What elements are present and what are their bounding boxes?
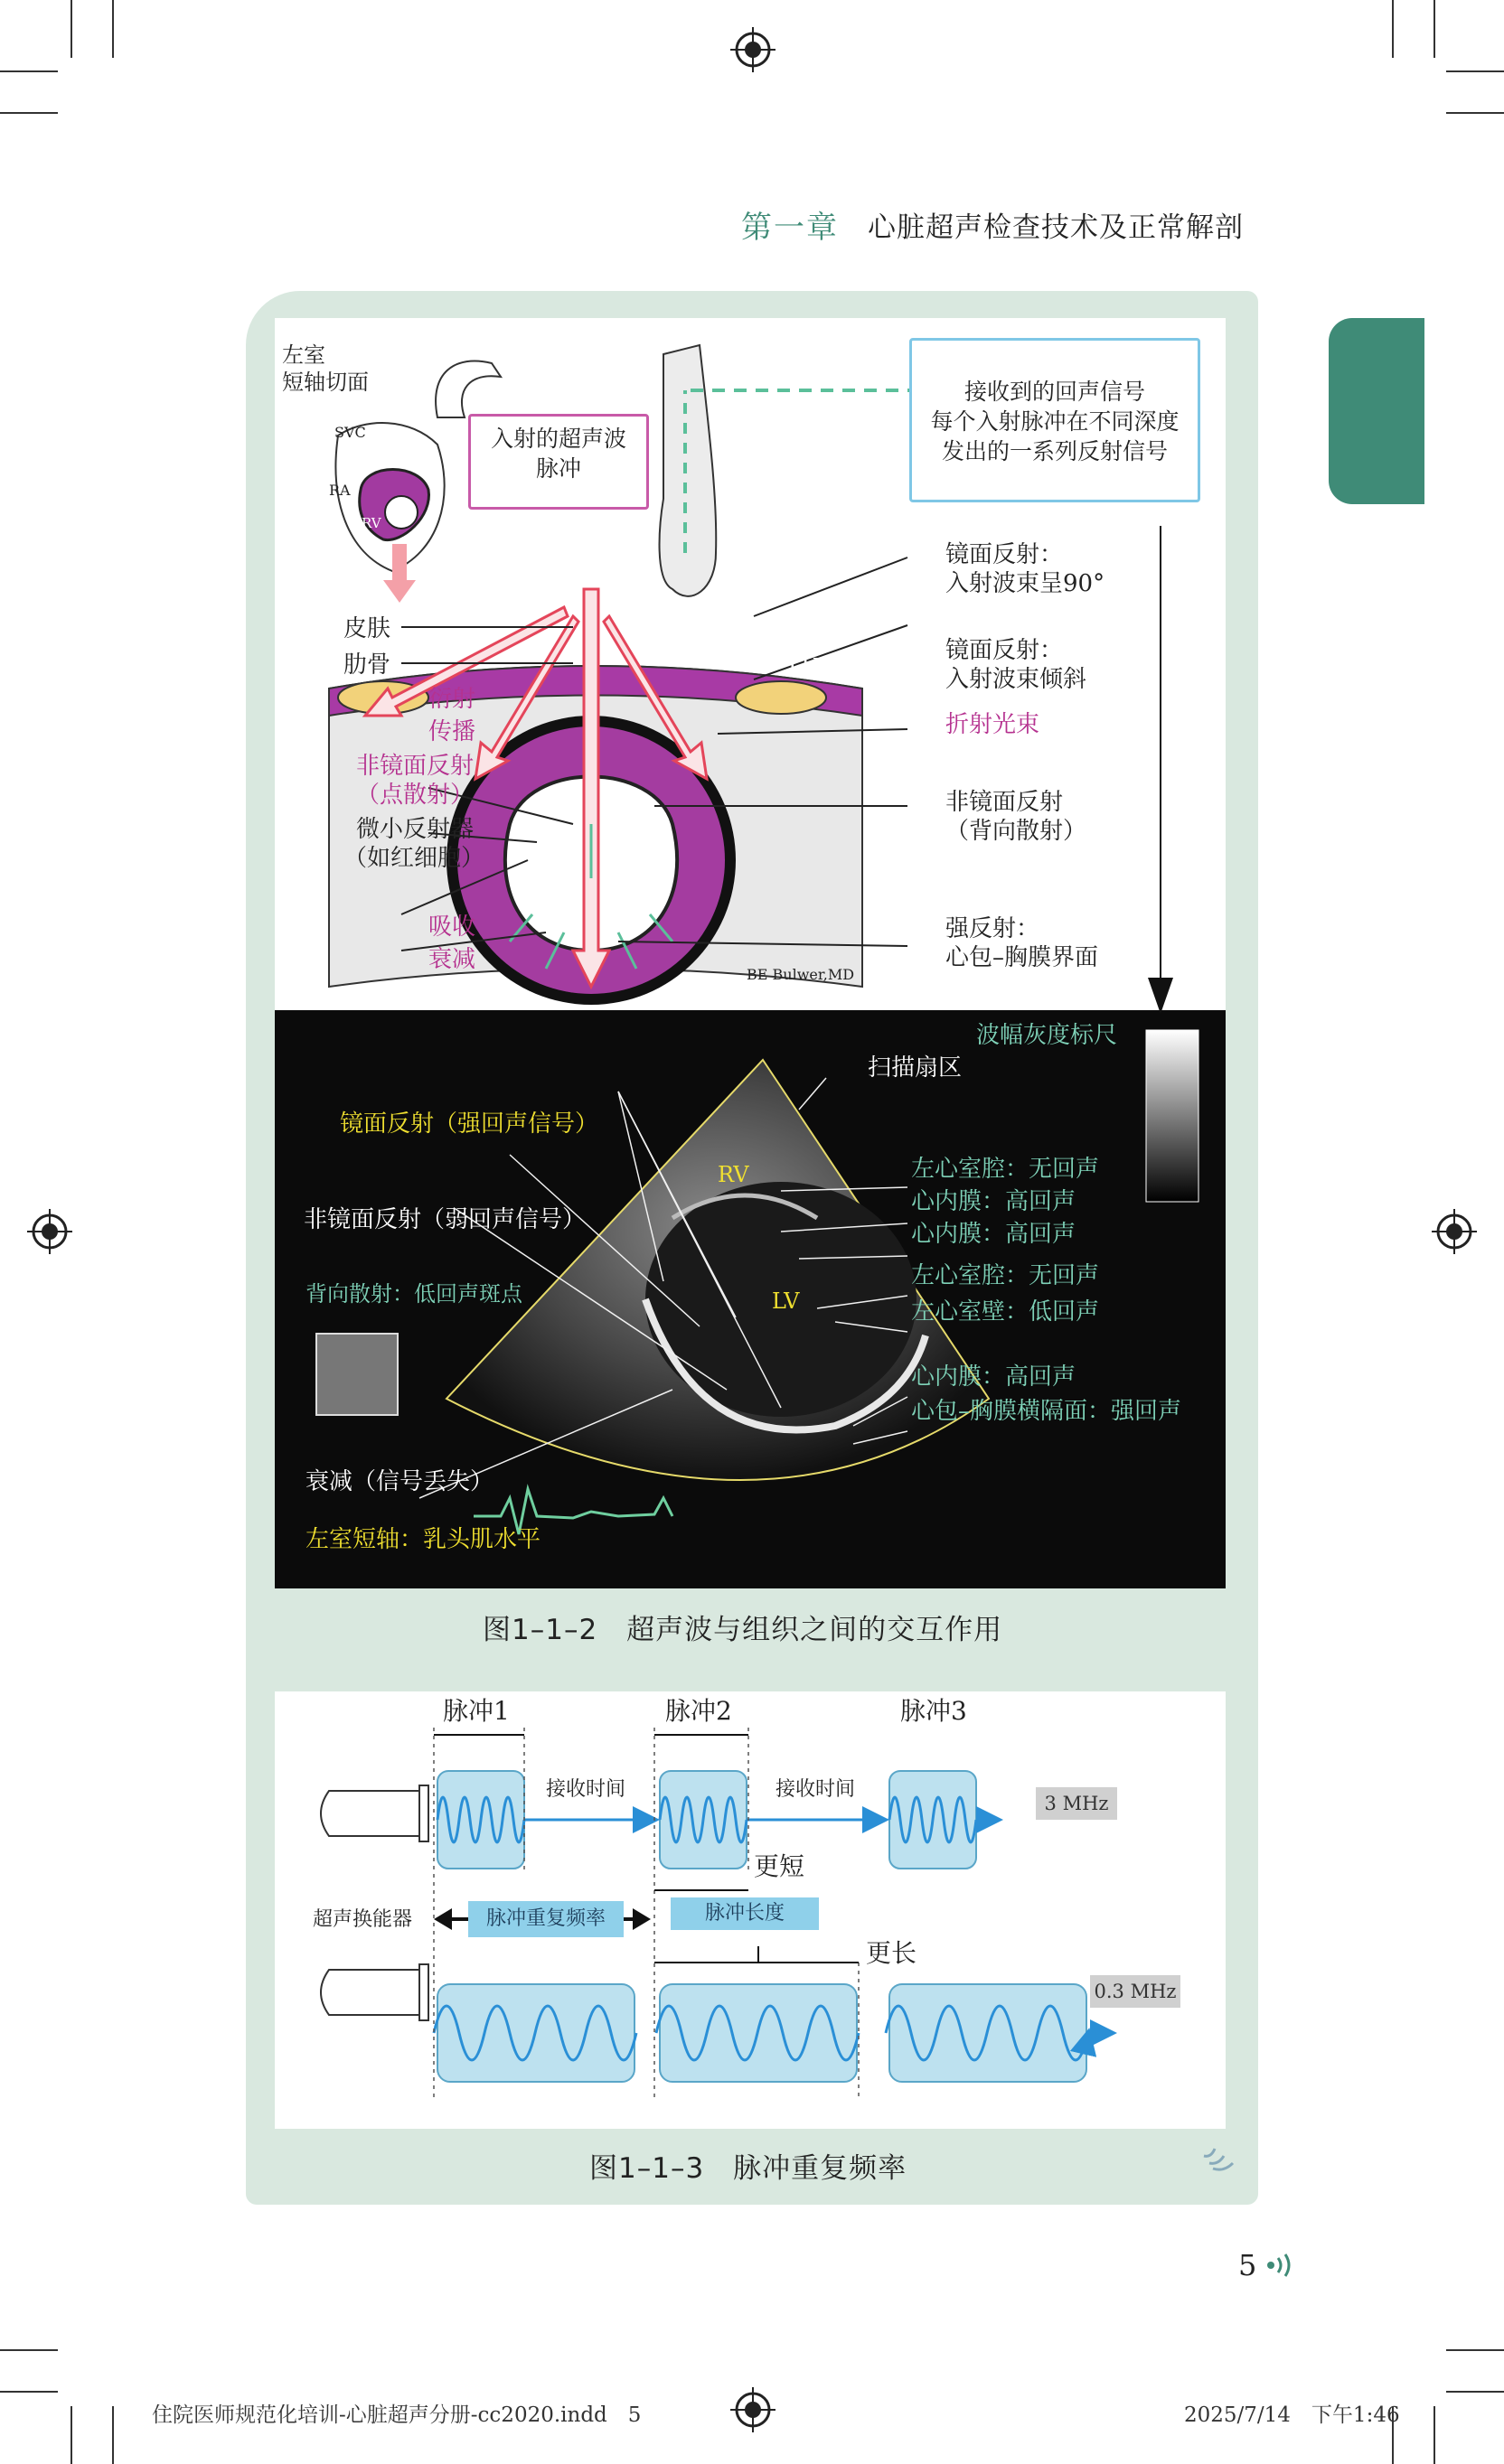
label-propagation: 传播 xyxy=(428,718,476,745)
crop-mark xyxy=(0,112,58,114)
backscatter-sample xyxy=(316,1334,398,1415)
crop-mark xyxy=(1434,2406,1435,2464)
rv-label: RV xyxy=(718,1162,749,1187)
label-attenuation: 衰减 xyxy=(428,946,476,973)
grayscale-label: 波幅灰度标尺 xyxy=(976,1022,1118,1049)
echo-right-label-7: 心包–胸膜横隔面：强回声 xyxy=(911,1398,1182,1425)
freq-high-badge: 3 MHz xyxy=(1036,1787,1117,1820)
label-refraction: 折射光束 xyxy=(945,711,1040,738)
inset-rv-label: RV xyxy=(362,515,381,531)
label-diffraction: 衍射 xyxy=(428,686,476,713)
inset-lv-label: LV xyxy=(390,510,409,526)
transducer-top-icon xyxy=(321,1791,419,1836)
label-skin: 皮肤 xyxy=(343,615,391,642)
registration-mark-right xyxy=(1432,1209,1477,1254)
page-number: 5 xyxy=(1238,2248,1257,2282)
footer-file-name: 住院医师规范化培训-心脏超声分册-cc2020.indd 5 xyxy=(152,2403,642,2427)
echo-right-label-6: 心内膜：高回声 xyxy=(911,1363,1076,1391)
label-micro-reflector: 微小反射器 xyxy=(356,816,475,843)
prf-label-box: 脉冲重复频率 xyxy=(468,1901,624,1937)
pulse1-label: 脉冲1 xyxy=(443,1696,510,1726)
specular-strong-label: 镜面反射（强回声信号） xyxy=(340,1110,599,1138)
figure1-caption: 图1–1–2 超声波与组织之间的交互作用 xyxy=(483,1614,1003,1646)
echo-right-label-3: 心内膜：高回声 xyxy=(911,1221,1076,1248)
label-rib: 肋骨 xyxy=(343,651,391,679)
freq-low-badge: 0.3 MHz xyxy=(1090,1975,1180,2008)
crop-mark xyxy=(1446,2349,1504,2351)
transducer-bottom-icon xyxy=(321,1970,419,2015)
attenuation-loss-label: 衰减（信号丢失） xyxy=(306,1468,494,1495)
inset-title-line1: 左室 xyxy=(282,342,325,368)
inset-svc-label: SVC xyxy=(334,424,366,441)
crop-mark xyxy=(1392,0,1394,58)
label-backscatter-a: 非镜面反射 xyxy=(945,789,1064,816)
footer-date: 2025/7/14 下午1:46 xyxy=(1184,2403,1400,2427)
crop-mark xyxy=(70,2406,72,2464)
receive-time-label-1: 接收时间 xyxy=(546,1778,626,1801)
transducer-probe xyxy=(660,345,717,596)
crop-mark xyxy=(1446,2391,1504,2393)
view-name-label: 左室短轴：乳头肌水平 xyxy=(306,1526,541,1553)
illustration-credit: BE Bulwer,MD xyxy=(747,966,855,983)
pulse3-label: 脉冲3 xyxy=(900,1696,967,1726)
registration-mark-top xyxy=(730,27,776,72)
echo-right-label-1: 左心室腔：无回声 xyxy=(911,1156,1100,1183)
sound-wave-icon xyxy=(1197,2136,1240,2179)
chapter-title: 心脏超声检查技术及正常解剖 xyxy=(868,211,1244,244)
page-sound-icon xyxy=(1265,2252,1296,2279)
figure2-caption: 图1–1–3 脉冲重复频率 xyxy=(589,2152,907,2185)
pulse-length-label-box: 脉冲长度 xyxy=(671,1897,819,1930)
chapter-side-tab xyxy=(1329,318,1424,504)
label-specular-90-b: 入射波束呈90° xyxy=(945,570,1105,597)
label-rbc: （如红细胞） xyxy=(343,845,485,872)
label-strong-b: 心包–胸膜界面 xyxy=(945,944,1099,971)
lv-label: LV xyxy=(772,1288,800,1314)
registration-mark-bottom xyxy=(730,2387,776,2432)
label-specular-oblique-a: 镜面反射： xyxy=(945,637,1064,664)
crop-mark xyxy=(70,0,72,58)
longer-label: 更长 xyxy=(866,1938,917,1968)
crop-mark xyxy=(1446,112,1504,114)
label-specular-oblique-b: 入射波束倾斜 xyxy=(945,666,1087,693)
echo-right-label-5: 左心室壁：低回声 xyxy=(911,1298,1100,1326)
chapter-label: 第一章 xyxy=(741,210,839,246)
shorter-label: 更短 xyxy=(754,1851,805,1881)
incident-pulse-box: 入射的超声波 脉冲 xyxy=(468,414,649,510)
crop-mark xyxy=(1434,0,1435,58)
label-nonspecular: 非镜面反射 xyxy=(356,753,475,780)
transducer-label: 超声换能器 xyxy=(313,1908,413,1931)
inset-ra-label: RA xyxy=(329,482,351,499)
echo-right-label-4: 左心室腔：无回声 xyxy=(911,1262,1100,1289)
lung-label: LUNG xyxy=(788,654,857,679)
crop-mark xyxy=(112,0,114,58)
pulse2-label: 脉冲2 xyxy=(665,1696,732,1726)
label-strong-a: 强反射： xyxy=(945,915,1040,942)
grayscale-bar xyxy=(1146,1030,1198,1202)
backscatter-low-label: 背向散射：低回声斑点 xyxy=(306,1281,522,1307)
received-echo-box: 接收到的回声信号 每个入射脉冲在不同深度 发出的一系列反射信号 xyxy=(909,338,1200,502)
crop-mark xyxy=(0,2349,58,2351)
echo-right-label-2: 心内膜：高回声 xyxy=(911,1188,1076,1215)
crop-mark xyxy=(0,70,58,72)
crop-mark xyxy=(112,2406,114,2464)
inset-title-line2: 短轴切面 xyxy=(282,370,369,395)
nonspecular-weak-label: 非镜面反射（弱回声信号） xyxy=(304,1206,587,1233)
receive-time-label-2: 接收时间 xyxy=(776,1778,856,1801)
sector-label: 扫描扇区 xyxy=(868,1054,963,1082)
registration-mark-left xyxy=(27,1209,72,1254)
label-backscatter-b: （背向散射） xyxy=(945,818,1087,845)
label-specular-90-a: 镜面反射： xyxy=(945,541,1064,568)
label-absorption: 吸收 xyxy=(428,913,476,941)
label-point-scatter: （点散射） xyxy=(356,782,475,809)
crop-mark xyxy=(0,2391,58,2393)
crop-mark xyxy=(1446,70,1504,72)
